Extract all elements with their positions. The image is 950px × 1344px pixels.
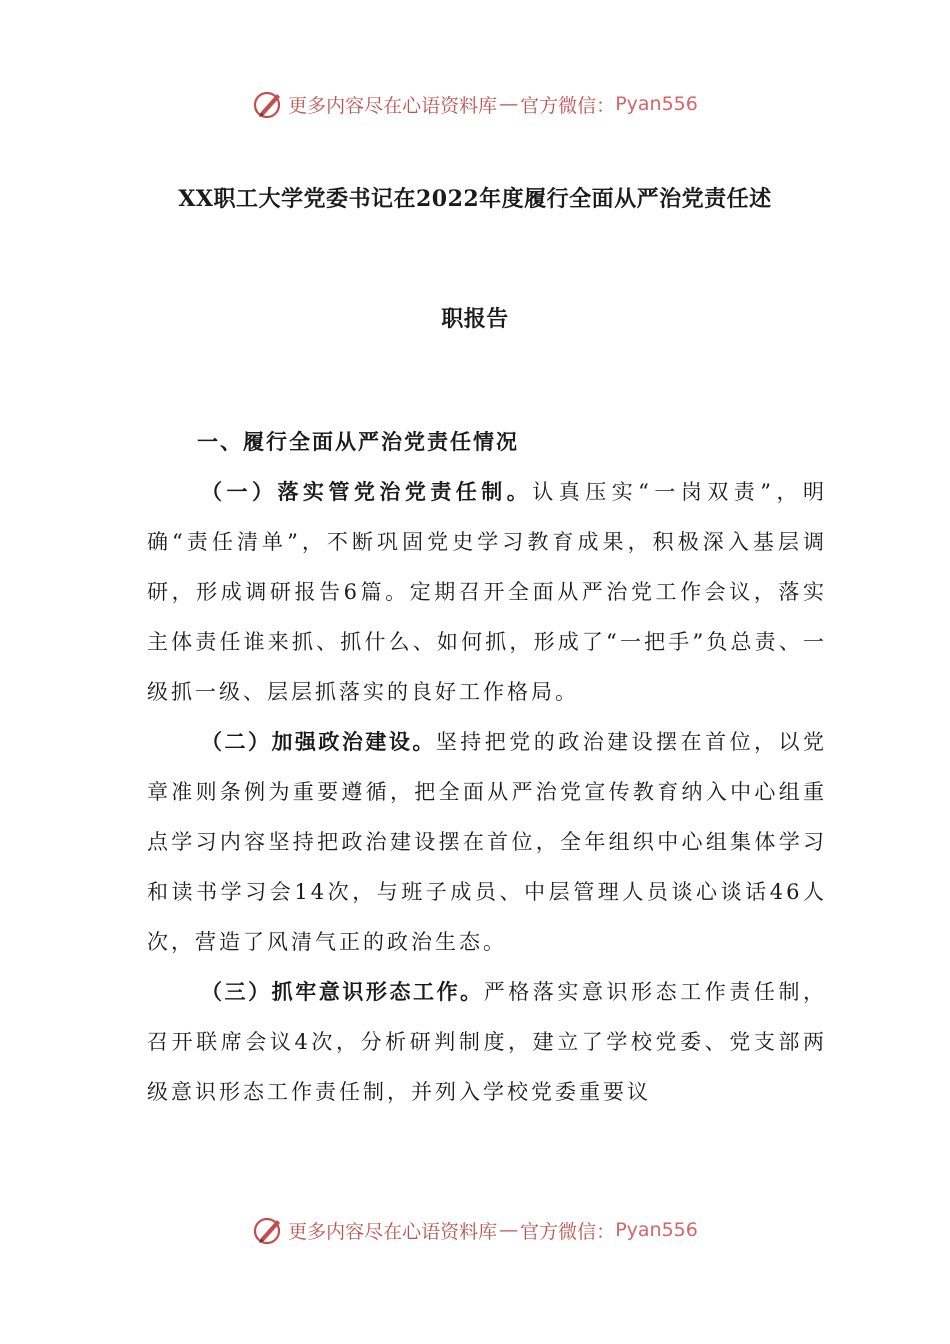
pen-logo-icon [252,1214,284,1246]
paragraph-2-body: 坚持把党的政治建设摆在首位，以党章准则条例为重要遵循，把全面从严治党宣传教育纳入中心组重点学习内容坚持把政治建设摆在首位，全年组织中心组集体学习和读书学习会14次，与班子成员、中层管理人员谈心谈话46人次，营造了风清气正的政治生态。 [147,730,828,954]
watermark-wechat-id: Pyan556 [615,93,698,115]
watermark-separator: — [499,93,519,115]
watermark-site: 更多内容尽在心语资料库 [288,1220,498,1243]
paragraph-3-body: 严格落实意识形态工作责任制，召开联席会议4次，分析研判制度，建立了学校党委、党支部两级意识形态工作责任制，并列入学校党委重要议 [147,980,828,1104]
pen-logo-icon [252,88,284,120]
section-heading: 一、履行全面从严治党责任情况 [197,429,519,454]
watermark-site: 更多内容尽在心语资料库 [288,94,498,117]
paragraph-3-lead: （三）抓牢意识形态工作。 [201,979,484,1004]
paragraph-1-body: 认真压实“一岗双责”，明确“责任清单”，不断巩固党史学习教育成果，积极深入基层调研，形成调研报告6篇。定期召开全面从严治党工作会议，落实主体责任谁来抓、抓什么、如何抓，形成了“一把手”负总责、一级抓一级、层层抓落实的良好工作格局。 [147,480,827,704]
document-title-line-1: XX职工大学党委书记在2022年度履行全面从严治党责任述 [178,186,772,212]
watermark-header [0,86,950,122]
paragraph-1-lead: （一）落实管党治党责任制。 [201,479,533,504]
document-title-line-2: 职报告 [441,306,509,332]
paragraph-2-lead: （二）加强政治建设。 [201,729,436,754]
paragraph-3 [147,967,827,1117]
watermark-label: 官方微信： [520,1220,616,1243]
watermark-separator: — [499,1219,519,1241]
watermark-wechat-id: Pyan556 [615,1219,698,1241]
paragraph-2 [147,717,827,967]
document-body [147,417,827,1117]
watermark-footer [0,1212,950,1248]
paragraph-1 [147,467,827,717]
watermark-label: 官方微信： [520,94,616,117]
